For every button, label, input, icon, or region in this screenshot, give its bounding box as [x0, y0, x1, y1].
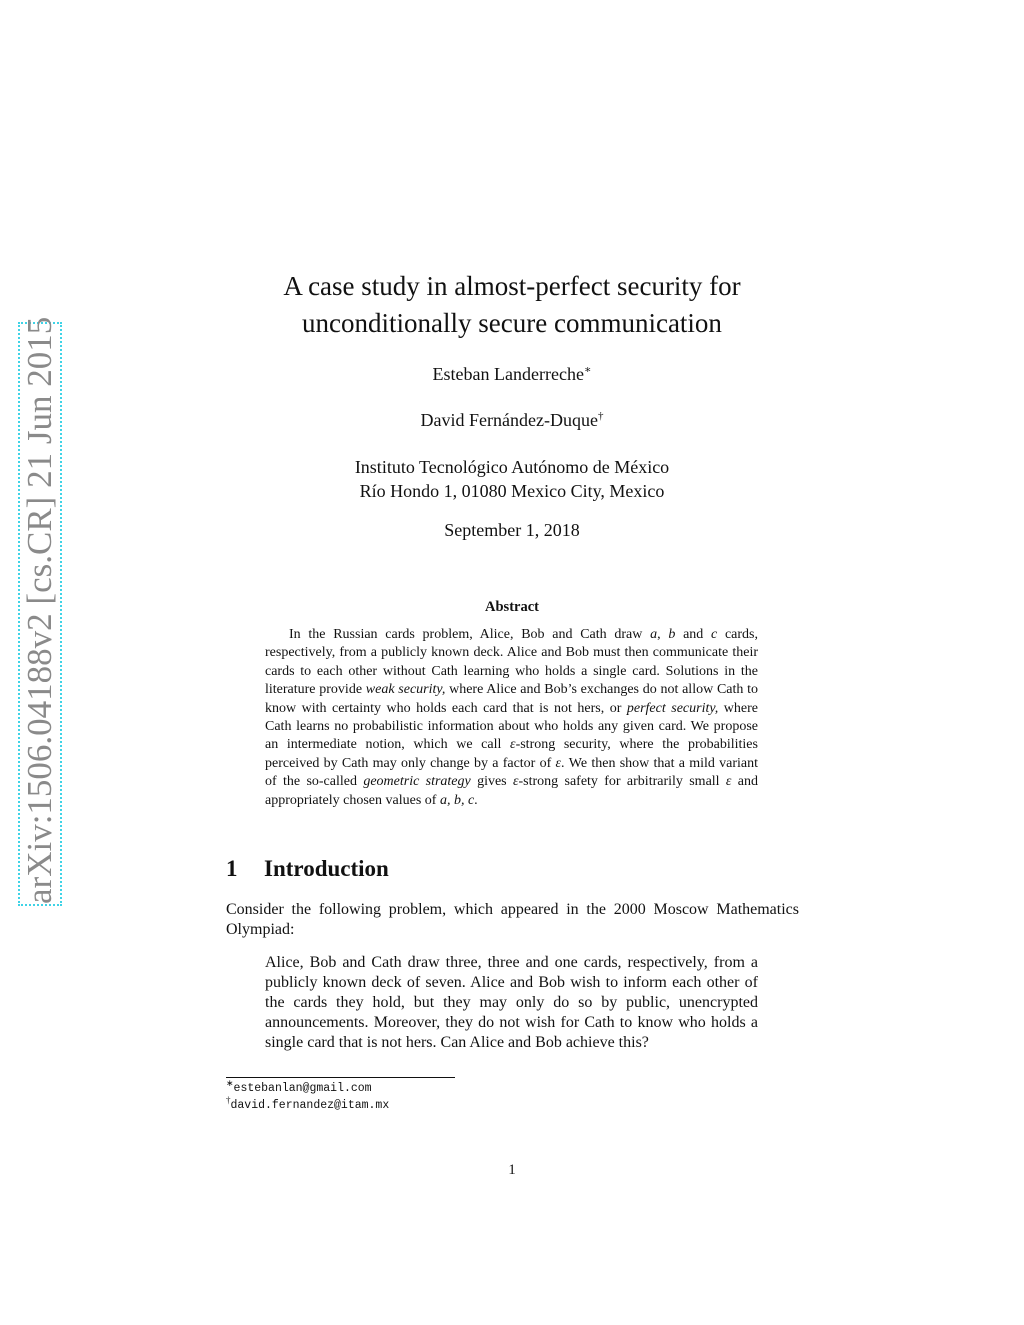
footnote-2-email[interactable]: david.fernandez@itam.mx — [230, 1099, 390, 1112]
footnote-1-email[interactable]: estebanlan@gmail.com — [233, 1082, 372, 1095]
abstract-body — [265, 626, 758, 810]
footnote-rule — [226, 1077, 455, 1078]
author-1-name: Esteban Landerreche — [432, 364, 584, 384]
author-1-footnote-mark: ∗ — [583, 364, 592, 376]
footnote-1: ∗estebanlan@gmail.com — [226, 1078, 372, 1095]
author-2 — [212, 410, 812, 431]
intro-paragraph: Consider the following problem, which appeared in the 2000 Moscow Mathematics Olympiad: — [226, 901, 799, 938]
affiliation-line-2: Río Hondo 1, 01080 Mexico City, Mexico — [359, 481, 665, 501]
author-2-footnote-mark: † — [597, 410, 604, 422]
section-number: 1 — [226, 856, 238, 881]
paper-title-line-2: unconditionally secure communication — [302, 308, 722, 338]
problem-quote: Alice, Bob and Cath draw three, three and one cards, respectively, from a publicly known deck of seven. Alice and Bob wish to inform each other of the cards they hold, but they may only do so by public, unencrypted announcements. Moreover, they do not wish for Cath to know who holds a single card that is not hers. Can Alice and Bob achieve this? — [265, 954, 758, 1051]
paper-date: September 1, 2018 — [444, 520, 580, 540]
perfect-security-term: perfect security, — [626, 700, 719, 716]
author-1 — [212, 364, 812, 385]
abstract-paragraph: In the Russian cards problem, Alice, Bob and Cath draw a, b and c cards, respectively, from a publicly known deck. Alice and Bob must then communicate their cards to each other without Cath learning who holds a single card. Solutions in the literature provide weak security, where Alice and Bob’s exchanges do not allow Cath to know with certainty who holds each card that is not hers, or perfect security, where Cath learns no probabilistic information about who holds any given card. We propose an intermediate notion, which we call ε-strong security, where the probabilities perceived by Cath may only change by a factor of ε. We then show that a mild variant of the so-called geometric strategy gives ε-strong safety for arbitrarily small ε and appropriately chosen values of a, b, c. — [265, 627, 759, 808]
geometric-strategy-term: geometric strategy — [363, 774, 471, 790]
page-number: 1 — [508, 1162, 516, 1178]
paper-title-line-1: A case study in almost-perfect security for — [283, 271, 741, 301]
affiliation-line-1: Instituto Tecnológico Autónomo de México — [354, 457, 670, 477]
abstract-heading: Abstract — [485, 599, 539, 615]
arxiv-identifier: arXiv:1506.04188v2 [cs.CR] 21 Jun 2015 — [20, 316, 59, 904]
footnote-2: †david.fernandez@itam.mx — [226, 1095, 390, 1112]
section-title: Introduction — [264, 856, 389, 881]
section-heading-introduction — [226, 856, 389, 882]
author-2-name: David Fernández-Duque — [420, 410, 598, 430]
weak-security-term: weak security, — [365, 682, 446, 698]
